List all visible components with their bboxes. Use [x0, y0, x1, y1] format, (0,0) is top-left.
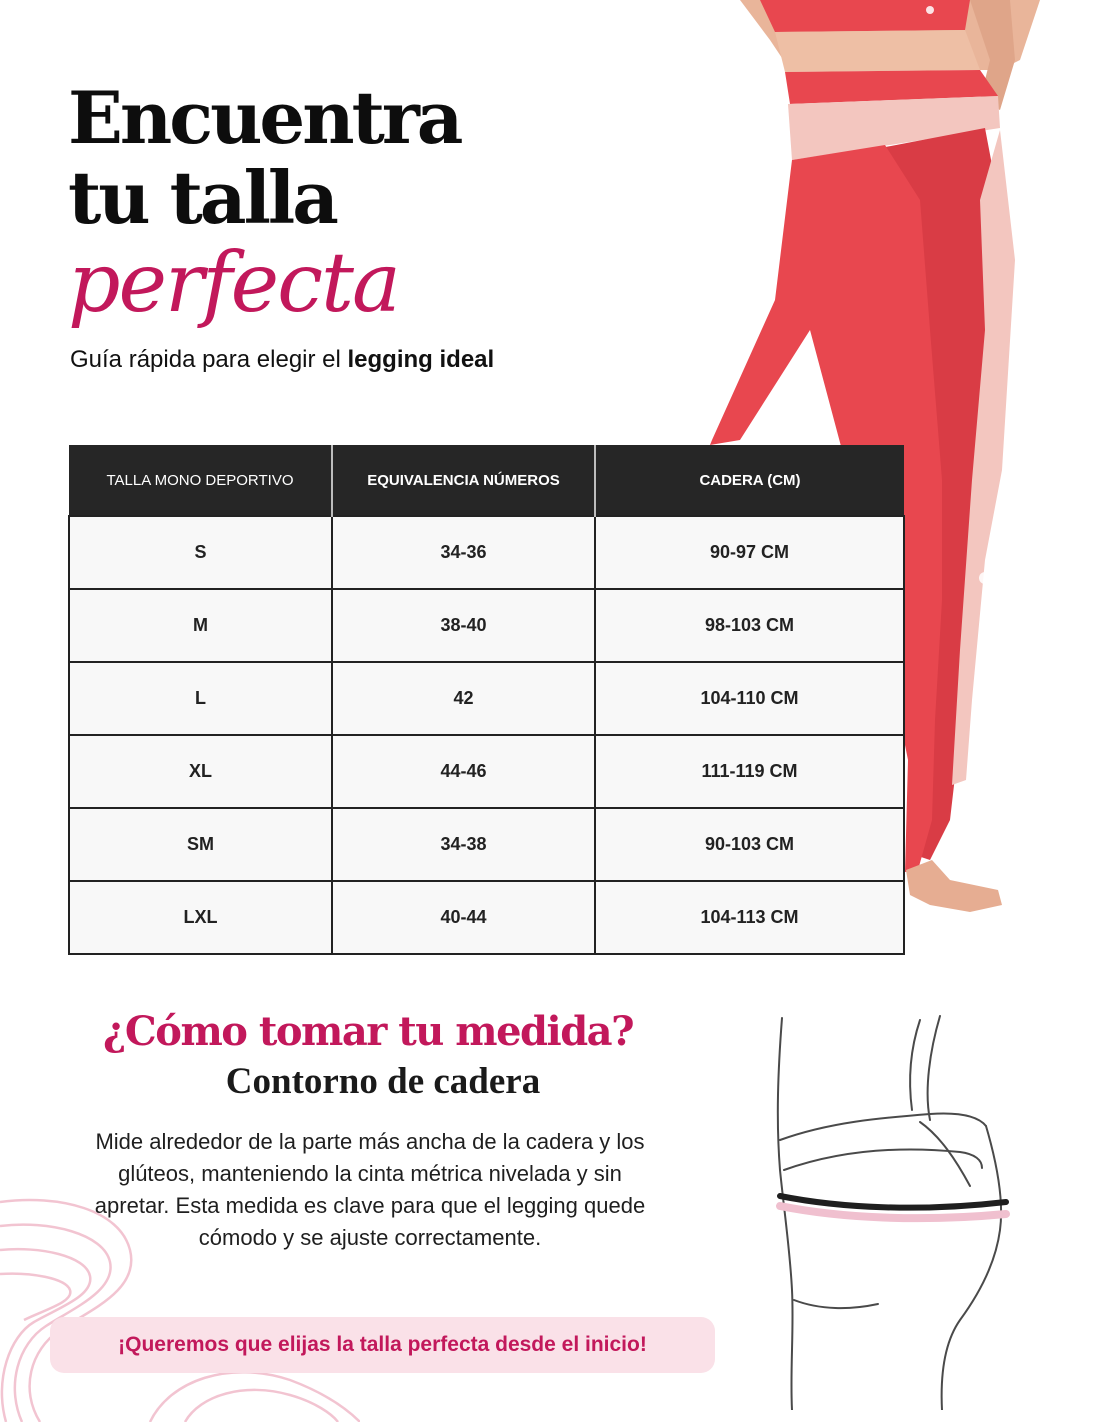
table-row — [69, 662, 904, 735]
title-line-2: tu talla — [68, 155, 336, 240]
table-header-row — [69, 445, 904, 516]
table-row — [69, 735, 904, 808]
cell-hip: 104-110 CM — [595, 662, 904, 735]
cell-size: SM — [69, 808, 332, 881]
page-subtitle — [70, 346, 494, 374]
cell-size: XL — [69, 735, 332, 808]
cell-equivalence: 34-38 — [332, 808, 595, 881]
title-accent: perfecta — [68, 236, 399, 331]
hip-measure-illustration-icon — [760, 1010, 1040, 1410]
cell-hip: 104-113 CM — [595, 881, 904, 954]
cell-size: S — [69, 516, 332, 589]
title-line-1: Encuentra — [68, 75, 461, 160]
cell-equivalence: 44-46 — [332, 735, 595, 808]
table-row — [69, 589, 904, 662]
cell-hip: 98-103 CM — [595, 589, 904, 662]
how-to-measure-subtitle: Contorno de cadera — [225, 1061, 541, 1102]
size-table — [68, 445, 905, 955]
cta-text: ¡Queremos que elijas la talla perfecta desde el inicio! — [118, 1333, 647, 1356]
header-hip: CADERA (CM) — [595, 445, 904, 516]
cell-hip: 90-103 CM — [595, 808, 904, 881]
page-title — [68, 75, 461, 331]
cell-equivalence: 40-44 — [332, 881, 595, 954]
how-to-measure-body: Mide alrededor de la parte más ancha de la cadera y los glúteos, manteniendo la cinta métrica nivelada y sin apretar. Esta medida es clave para que el legging quede cómodo y se ajuste correctamente. — [94, 1129, 646, 1250]
table-row — [69, 516, 904, 589]
how-to-measure-title: ¿Cómo tomar tu medida? — [102, 1008, 634, 1055]
cell-equivalence: 34-36 — [332, 516, 595, 589]
table-row — [69, 808, 904, 881]
subtitle-prefix: Guía rápida para elegir el — [70, 346, 348, 373]
cell-size: M — [69, 589, 332, 662]
header-equivalence: EQUIVALENCIA NÚMEROS — [332, 445, 595, 516]
cell-hip: 111-119 CM — [595, 735, 904, 808]
cell-equivalence: 42 — [332, 662, 595, 735]
cell-equivalence: 38-40 — [332, 589, 595, 662]
subtitle-bold: legging ideal — [347, 346, 495, 373]
cell-hip: 90-97 CM — [595, 516, 904, 589]
table-row — [69, 881, 904, 954]
cell-size: L — [69, 662, 332, 735]
cta-banner — [50, 1317, 715, 1373]
header-size: TALLA MONO DEPORTIVO — [69, 445, 332, 516]
cell-size: LXL — [69, 881, 332, 954]
